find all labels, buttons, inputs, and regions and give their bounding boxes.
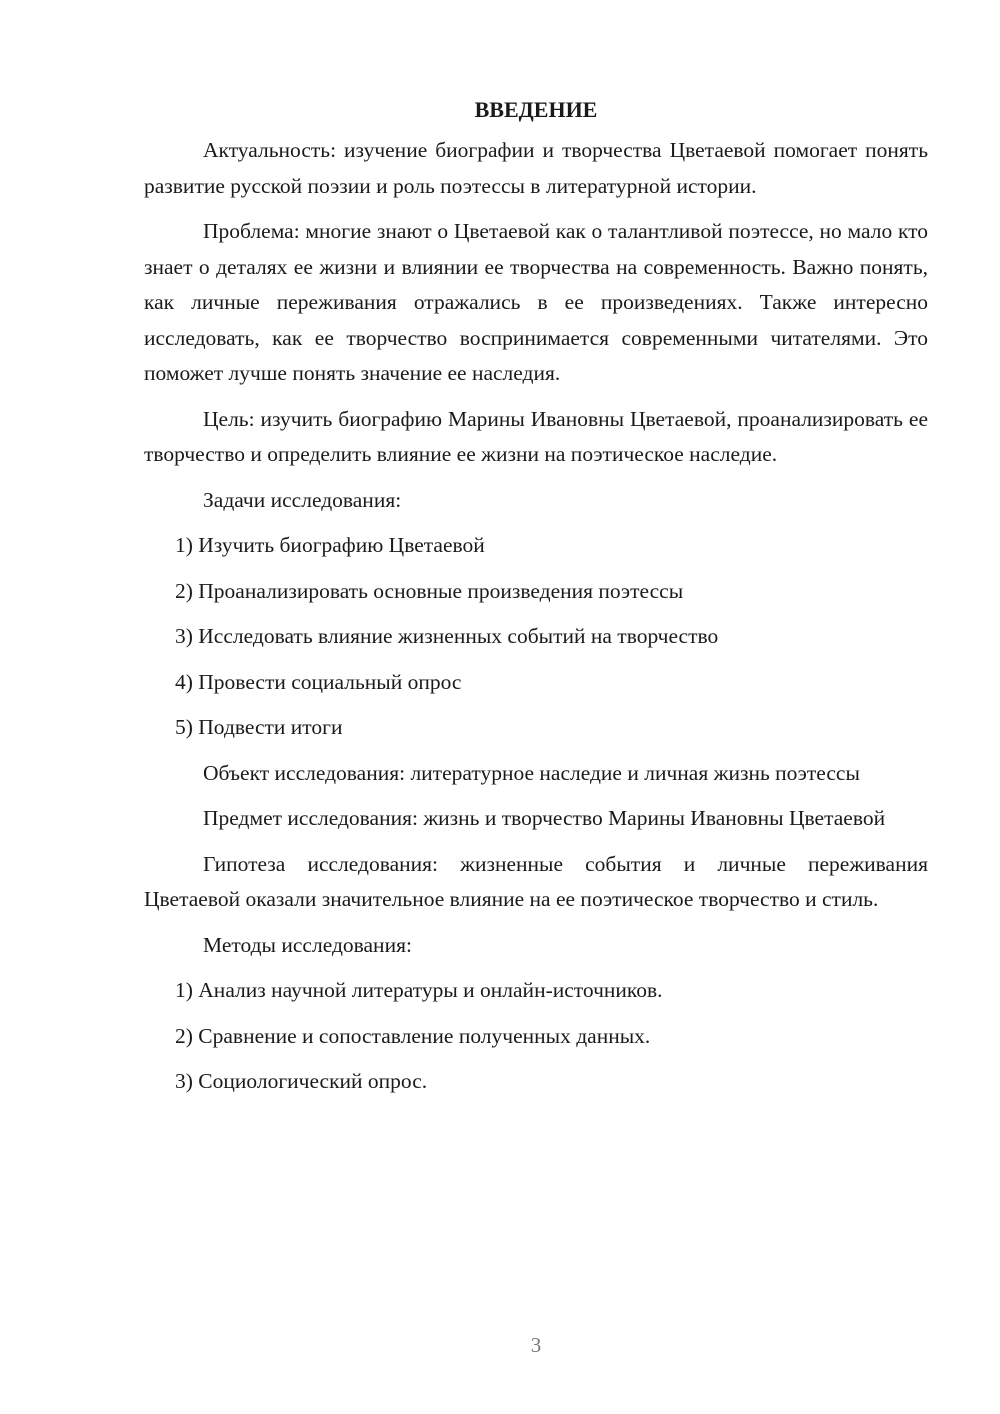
page-number: 3	[530, 1333, 542, 1357]
list-item: 3) Социологический опрос.	[175, 1069, 428, 1093]
list-item: 2) Проанализировать основные произведения поэтессы	[175, 578, 684, 603]
document-page	[144, 92, 928, 1110]
list-item: 4) Провести социальный опрос	[175, 669, 462, 694]
object-paragraph: Объект исследования: литературное наследие и личная жизнь поэтессы	[203, 760, 860, 785]
tasks-list	[144, 528, 928, 746]
problem-paragraph: Проблема: многие знают о Цветаевой как о талантливой поэтессе, но мало кто знает о деталях ее жизни и влиянии ее творчества на современность. Важно понять, как личные переживания отражались в ее произведениях. Также интересно исследовать, как ее творчество воспринимается современными читателями. Это поможет лучше понять значение ее наследия.	[144, 219, 928, 385]
relevance-paragraph: Актуальность: изучение биографии и творчества Цветаевой помогает понять развитие русской поэзии и роль поэтессы в литературной истории.	[144, 138, 928, 198]
list-item: 3) Исследовать влияние жизненных событий на творчество	[175, 624, 719, 648]
methods-label: Методы исследования:	[203, 932, 412, 957]
list-item: 2) Сравнение и сопоставление полученных данных.	[175, 1023, 651, 1048]
methods-list	[144, 973, 928, 1100]
goal-paragraph: Цель: изучить биографию Марины Ивановны Цветаевой, проанализировать ее творчество и определить влияние ее жизни на поэтическое наследие.	[144, 406, 928, 466]
tasks-label: Задачи исследования:	[203, 487, 402, 512]
list-item: 1) Изучить биографию Цветаевой	[175, 533, 485, 557]
hypothesis-paragraph: Гипотеза исследования: жизненные события и личные переживания Цветаевой оказали значительное влияние на ее поэтическое творчество и стиль.	[144, 851, 928, 911]
list-item: 1) Анализ научной литературы и онлайн-источников.	[175, 978, 663, 1002]
subject-paragraph: Предмет исследования: жизнь и творчество Марины Ивановны Цветаевой	[203, 806, 886, 830]
list-item: 5) Подвести итоги	[175, 715, 343, 739]
page-title: ВВЕДЕНИЕ	[474, 97, 598, 122]
